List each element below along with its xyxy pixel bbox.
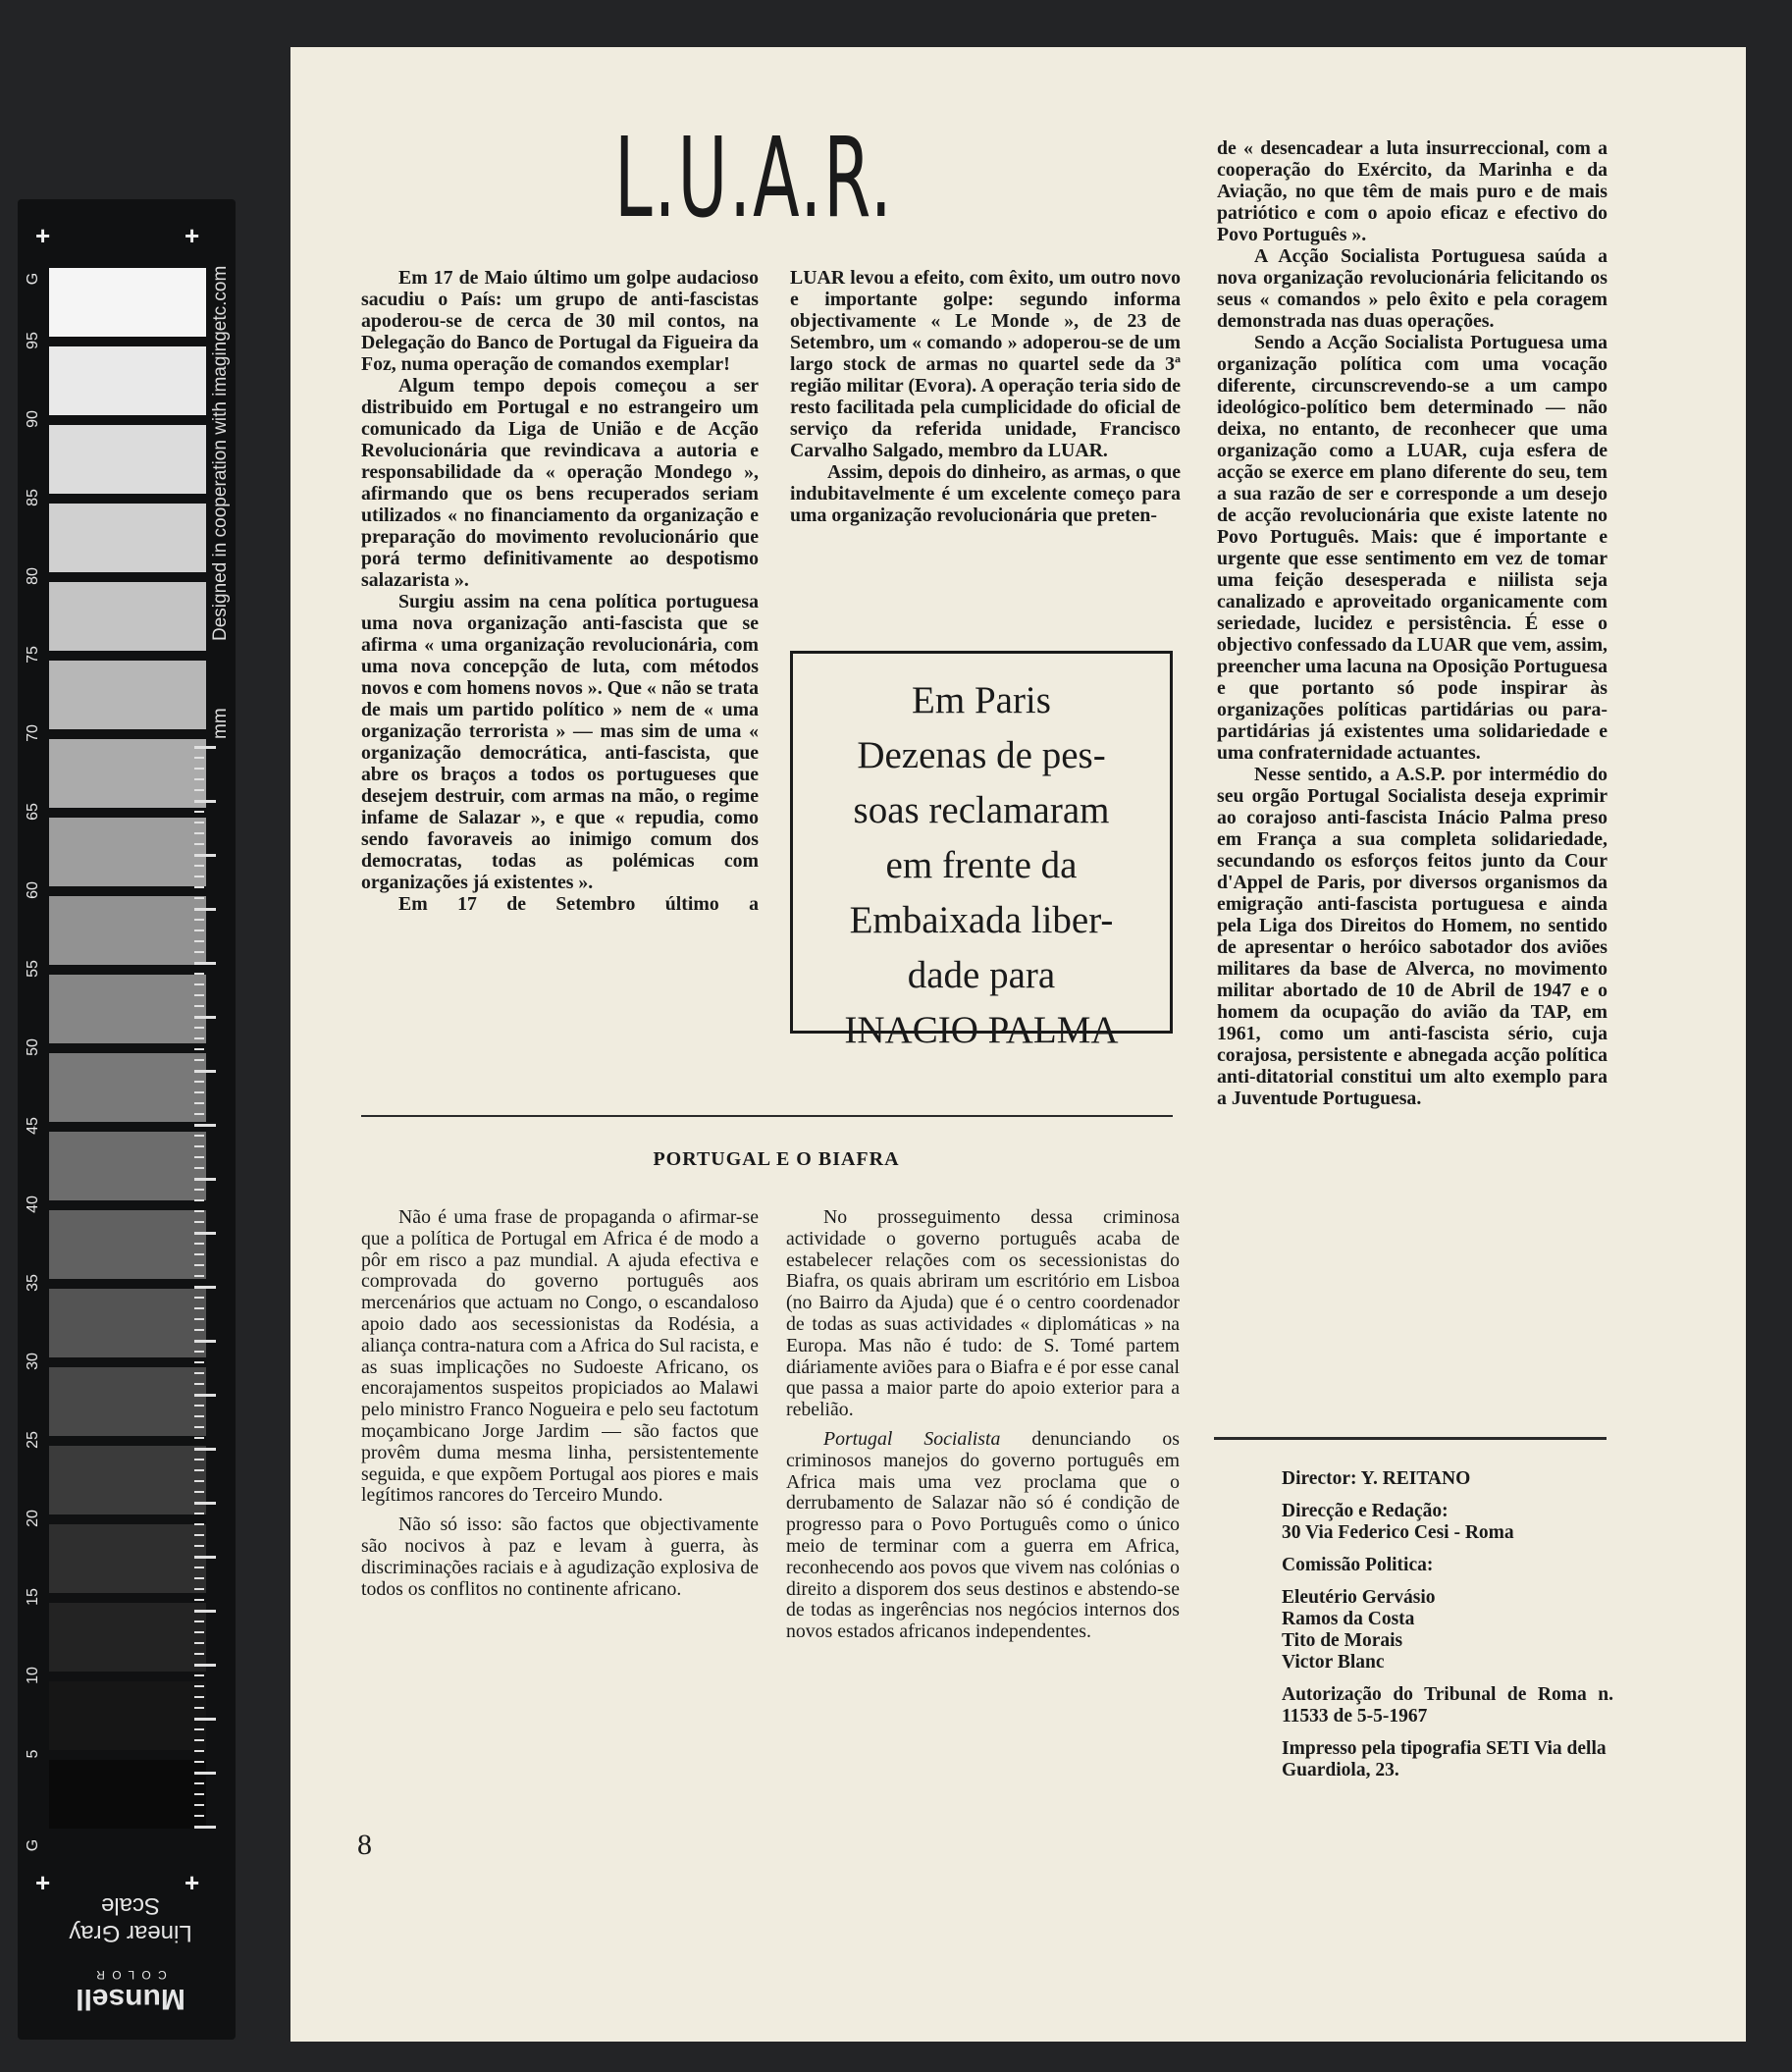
article-paragraph: Assim, depois do dinheiro, as armas, o que indubitavelmente é um excelente começo para uma organização revolucionária que preten- [790,461,1181,526]
imprint-member: Ramos da Costa [1282,1609,1415,1629]
gray-patch [49,1603,206,1672]
plus-mark: + [184,221,200,250]
gray-patch-label: 70 [25,724,41,742]
brand-name: Munsell [76,1983,185,2015]
gray-patch [49,896,206,965]
imprint-redacao-label: Direcção e Redação: [1282,1501,1449,1521]
gray-patch [49,582,206,651]
gray-patch [49,1289,206,1357]
luar-column-1 [361,267,759,915]
scale-credit: Designed in cooperation with imagingetc.com [210,265,231,641]
gray-patch [49,425,206,494]
gray-patch [49,1367,206,1436]
biafra-column-1 [361,1207,759,1600]
notice-box [790,651,1173,1051]
plus-mark: + [35,221,51,250]
plus-mark: + [184,1868,200,1897]
article-paragraph: Nesse sentido, a A.S.P. por intermédio do seu orgão Portugal Socialista deseja exprimir ao corajoso anti-fascista Inácio Palma preso em França a sua completa solidariedade, secundando os esforços feitos junto da Cour d'Appel de Paris, por diversos organismos da emigração anti-fascista portuguesa e ainda pela Liga dos Direitos do Homem, no sentido de apresentar o heróico sabotador dos aviões militares da base de Alverca, no movimento militar abortado de 10 de Abril de 1947 e o homem da ocupação do avião da TAP, em 1961, como um anti-fascista sério, cuja corajosa, persistente e abnegada acção política anti-ditatorial constitui um alto exemplo para a Juventude Portuguesa. [1217,764,1608,1109]
imprint-comissao-label: Comissão Politica: [1282,1555,1434,1575]
gray-patch-label: 65 [25,803,41,821]
section-divider [361,1115,1173,1117]
scale-product: Linear Gray Scale [69,1892,192,1946]
gray-patch-label: 75 [25,646,41,664]
notice-line: Em Paris [912,679,1051,721]
article-paragraph: Não é uma frase de propaganda o afirmar-se que a política de Portugal em Africa é de modo a pôr em risco a paz mundial. A ajuda efectiva e comprovada do governo português aos mercenários que actuam no Congo, o escandaloso apoio dado aos secessionistas da Rodésia, a aliança contra-natura com a Africa do Sul racista, e as suas implicações no Sudoeste Africano, os encorajamentos suspeitos propiciados ao Malawi pelo ministro Franco Nogueira e pelo seu factotum moçambicano Jorge Jardim — são factos que provêm duma mesma linha, persistentemente seguida, e que expõem Portugal aos piores e mais legítimos rancores do Terceiro Mundo. [361,1206,759,1507]
imprint-member: Eleutério Gervásio [1282,1587,1436,1608]
brand-sub: C O L O R [94,1968,167,1982]
gray-patch-label: 20 [25,1510,41,1527]
gray-patch-label: 10 [25,1667,41,1684]
imprint-director: Director: Y. REITANO [1282,1468,1471,1489]
brand-logo [47,1956,214,2015]
gray-patch [49,1053,206,1122]
gray-patch-label: 95 [25,332,41,349]
notice-line: em frente da [885,844,1078,886]
gray-patch [49,1681,206,1750]
article-paragraph: Algum tempo depois começou a ser distribuido em Portugal e no estrangeiro um comunicado da Liga de União e de Acção Revolucionária que revindicava a autoria e responsabilidade da « operação Mondego », afirmando que os bens recuperados seriam utilizados « no financiamento da organização e preparação do movimento revolucionário que porá termo definitivamente ao despotismo salazarista ». [361,375,759,591]
imprint-member: Tito de Morais [1282,1630,1403,1651]
article-paragraph: Em 17 de Maio último um golpe audacioso sacudiu o País: um grupo de anti-fascistas apoderou-se de cerca de 30 mil contos, na Delegação do Banco de Portugal da Figueira da Foz, numa operação de comandos exemplar! [361,267,759,375]
luar-column-2 [790,267,1181,526]
imprint-redacao-address: 30 Via Federico Cesi - Roma [1282,1522,1514,1543]
article-paragraph: Sendo a Acção Socialista Portuguesa uma organização política com uma vocação diferente, circunscrevendo-se a um campo ideológico-político bem determinado — não deixa, no entanto, de reconhecer que uma organização como a LUAR, cuja esfera de acção se exerce em plano diferente do seu, tem a sua razão de ser e corresponde a um desejo de acção revolucionária que existe latente no Povo Português. Mais: que é importante e urgente que esse sentimento em vez de tomar uma feição desesperada e niilista seja canalizado e aproveitado organicamente com seriedade, lucidez e persistência. É esse o objectivo confessado da LUAR que vem, assim, preencher uma lacuna na Oposição Portuguesa e que portanto só pode inspirar às organizações políticas partidárias ou para-partidárias já existentes uma solidariedade e uma confraternidade actuantes. [1217,332,1608,764]
gray-patch [49,818,206,886]
article-paragraph: A Acção Socialista Portuguesa saúda a nova organização revolucionária felicitando os seus « comandos » pelo êxito e pela coragem demonstrada nas duas operações. [1217,245,1608,332]
scale-top-label: G [25,272,41,286]
gray-patch [49,975,206,1043]
notice-line: dade para [907,954,1056,996]
gray-patch-label: 80 [25,567,41,585]
gray-patch [49,1132,206,1200]
article-paragraph: Surgiu assim na cena política portuguesa uma nova organização anti-fascista que se afirma « uma organização revolucionária, com uma nova concepção de luta, com métodos novos e com homens novos ». Que « não se trata de mais um partido político » nem de « uma organização terrorista » — mas sim de uma « organização democrática, anti-fascista, que abre os braços a todos os portugueses que desejem destruir, com armas na mão, o regime infame de Salazar », e que « repudia, como sendo favoraveis ao inimigo comum dos democratas, todas as polémicas com organizações já existentes ». [361,591,759,893]
imprint-autorizacao: Autorização do Tribunal de Roma n. 11533 de 5-5-1967 [1282,1684,1613,1727]
biafra-column-2 [786,1207,1180,1643]
gray-patch [49,661,206,729]
gray-patch [49,1760,206,1829]
gray-patch-label: 35 [25,1274,41,1292]
gray-patch-label: 40 [25,1195,41,1213]
gray-patch-label: 45 [25,1117,41,1135]
gray-patch [49,346,206,415]
gray-patch-label: 60 [25,881,41,899]
gray-scale-strip [18,199,236,2040]
article-paragraph: No prosseguimento dessa criminosa actividade o governo português acaba de estabelecer relações com os secessionistas do Biafra, os quais abriram um escritório em Lisboa (no Bairro da Ajuda) que é o centro coordenador de todas as suas actividades « diplomáticas » na Europa. Mas não é tudo: de S. Tomé partem diáriamente aviões para o Biafra e é por esse canal que passa a maior parte do apoio exterior para a rebelião. [786,1206,1180,1421]
article-paragraph: Não só isso: são factos que objectivamente são nocivos à paz e levam à guerra, às discriminações raciais e à agudização explosiva de todos os conflitos no continente africano. [361,1514,759,1600]
article-paragraph: Em 17 de Setembro último a [398,893,759,915]
newspaper-page [290,47,1746,2042]
plus-mark: + [35,1868,51,1897]
article-paragraph: LUAR levou a efeito, com êxito, um outro novo e importante golpe: segundo informa objectivamente « Le Monde », de 23 de Setembro, um « comando » adoperou-se de um largo stock de armas no quartel sede da 3ª região militar (Evora). A operação teria sido de resto facilitada pela cumplicidade do oficial de serviço da referida unidade, Francisco Carvalho Salgado, membro da LUAR. [790,267,1181,461]
gray-patch-label: 30 [25,1353,41,1370]
imprint-divider [1214,1437,1607,1440]
gray-patch [49,1210,206,1279]
mm-ruler-fine [194,746,216,1831]
publication-name: Portugal Socialista [823,1427,1001,1450]
gray-patch-label: 5 [25,1749,41,1759]
gray-patch-label: 25 [25,1431,41,1449]
gray-patch [49,739,206,808]
gray-patch-label: 90 [25,410,41,428]
gray-patch-label: 85 [25,489,41,506]
gray-patch [49,1446,206,1514]
scale-unit: mm [210,708,231,739]
gray-patch [49,504,206,572]
scale-bottom-label: G [25,1838,41,1852]
luar-column-3 [1217,137,1608,1109]
article-paragraph: de « desencadear a luta insurreccional, com a cooperação do Exército, da Marinha e da Aviação, no que têm de mais puro e de mais patriótico e com o apoio eficaz e efectivo do Povo Português ». [1217,137,1608,245]
imprint-member: Victor Blanc [1282,1652,1385,1673]
notice-line: Dezenas de pes- [857,734,1106,776]
gray-patch [49,268,206,337]
imprint-block [1282,1468,1613,1792]
notice-line: INACIO PALMA [844,1009,1119,1051]
gray-patch [49,1524,206,1593]
imprint-impresso: Impresso pela tipografia SETI Via della Guardiola, 23. [1282,1738,1607,1780]
article-paragraph: Portugal Socialista denunciando os criminosos manejos do governo português em Africa mais uma vez proclama que o derrubamento de Salazar não só é condição de progresso para o Povo Português como o único meio de terminar com a guerra em Africa, reconhecendo aos povos que vivem nas colónias o direito a disporem dos seus destinos e abstendo-se de todas as ingerências nos negócios internos dos novos estados africanos independentes. [786,1427,1180,1643]
notice-line: soas reclamaram [853,789,1110,831]
gray-patch-label: 55 [25,960,41,978]
section-title: PORTUGAL E O BIAFRA [653,1148,900,1170]
gray-patch-label: 15 [25,1588,41,1606]
gray-patch-label: 50 [25,1038,41,1056]
notice-line: Embaixada liber- [849,899,1114,941]
page-number: 8 [357,1829,372,1861]
masthead-title: L.U.A.R. [614,115,894,242]
